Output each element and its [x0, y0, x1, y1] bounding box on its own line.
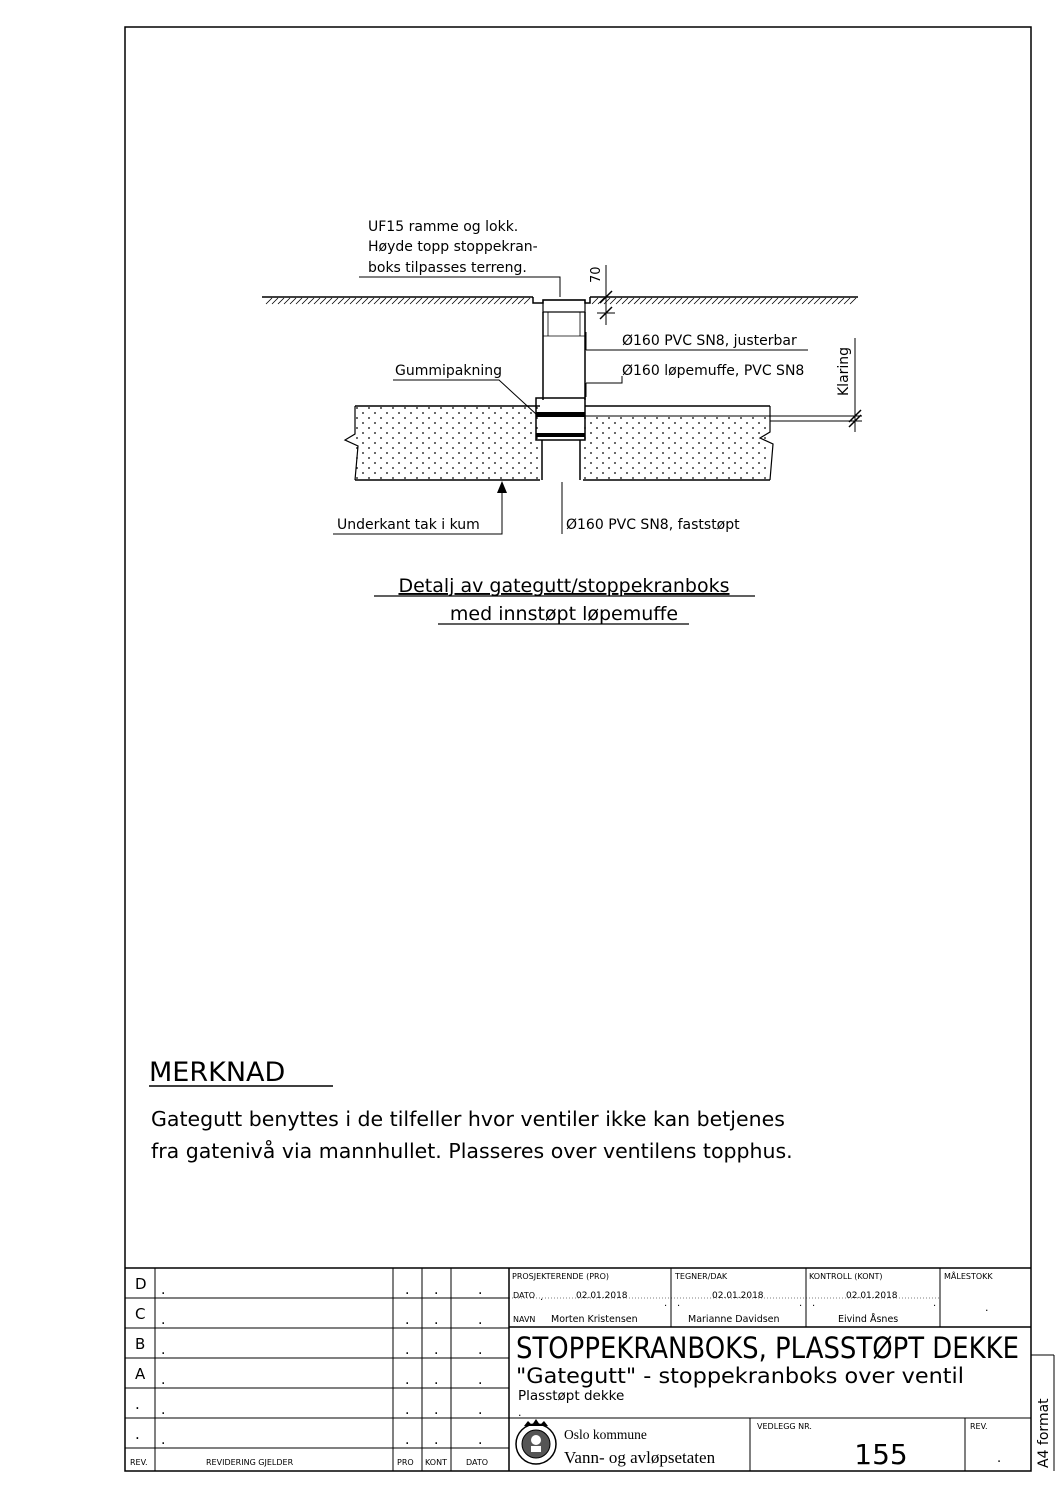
tegner-date: 02.01.2018	[712, 1291, 764, 1301]
ground-hatch	[290, 298, 296, 304]
ground-hatch	[688, 298, 694, 304]
ground-hatch	[452, 298, 458, 304]
ground-hatch	[524, 298, 530, 304]
revision-dato: .	[478, 1282, 483, 1298]
ground-hatch	[512, 298, 518, 304]
ground-hatch	[730, 298, 736, 304]
revision-description: .	[161, 1372, 166, 1388]
ground-hatch	[622, 298, 628, 304]
revision-dato: .	[478, 1372, 483, 1388]
ground-hatch	[380, 298, 386, 304]
callout-frame-line3: boks tilpasses terreng.	[368, 260, 527, 276]
label-pvc-cast: Ø160 PVC SN8, faststøpt	[566, 517, 740, 533]
revision-description: .	[161, 1282, 166, 1298]
ground-hatch	[470, 298, 476, 304]
subtitle2: Plasstøpt dekke	[518, 1388, 625, 1404]
ground-hatch	[634, 298, 640, 304]
revision-description: .	[161, 1342, 166, 1358]
subtitle: "Gategutt" - stoppekranboks over ventil	[516, 1364, 964, 1388]
ground-hatch	[518, 298, 524, 304]
ground-hatch	[784, 298, 790, 304]
ground-hatch	[482, 298, 488, 304]
label-gasket: Gummipakning	[395, 363, 502, 379]
ground-hatch	[748, 298, 754, 304]
ground-hatch	[760, 298, 766, 304]
ground-hatch	[362, 298, 368, 304]
kontroll-header: KONTROLL (KONT)	[809, 1272, 883, 1281]
ground-hatch	[778, 298, 784, 304]
revision-kont: .	[434, 1402, 439, 1418]
dimension-70: 70	[589, 266, 604, 283]
ground-hatch	[592, 298, 598, 304]
ground-hatch	[350, 298, 356, 304]
rev-footer-rev: REV.	[130, 1458, 148, 1467]
ground-hatch	[296, 298, 302, 304]
ground-hatch	[320, 298, 326, 304]
ground-hatch	[820, 298, 826, 304]
ground-hatch	[302, 298, 308, 304]
vedlegg-value: 155	[854, 1438, 908, 1471]
ground-hatch	[464, 298, 470, 304]
detail-title-line2: med innstøpt løpemuffe	[449, 603, 679, 625]
ground-hatch	[434, 298, 440, 304]
ground-hatch	[338, 298, 344, 304]
ground-hatch	[796, 298, 802, 304]
label-slip-coupling: Ø160 løpemuffe, PVC SN8	[622, 363, 805, 379]
rev-footer-pro: PRO	[397, 1458, 414, 1467]
detail-title-line1: Detalj av gategutt/stoppekranboks	[398, 575, 730, 597]
ground-hatch	[838, 298, 844, 304]
ground-hatch	[826, 298, 832, 304]
ground-hatch	[374, 298, 380, 304]
dot-1: .	[540, 1292, 544, 1303]
ground-hatch	[682, 298, 688, 304]
callout-frame-line1: UF15 ramme og lokk.	[368, 219, 519, 235]
ground-hatch	[658, 298, 664, 304]
revision-pro: .	[405, 1312, 410, 1328]
revision-dato: .	[478, 1342, 483, 1358]
org-name-1: Oslo kommune	[564, 1427, 647, 1442]
ground-hatch	[718, 298, 724, 304]
ground-hatch	[422, 298, 428, 304]
ground-hatch	[610, 298, 616, 304]
revision-pro: .	[405, 1402, 410, 1418]
ground-hatch	[850, 298, 856, 304]
revision-letter: D	[135, 1275, 147, 1293]
note-line1: Gategutt benyttes i de tilfeller hvor ventiler ikke kan betjenes	[151, 1107, 785, 1131]
ground-hatch	[652, 298, 658, 304]
detail-drawing	[262, 219, 862, 625]
ground-hatch	[646, 298, 652, 304]
ground-hatch	[476, 298, 482, 304]
malestokk-value: .	[985, 1301, 989, 1314]
ground-hatch	[386, 298, 392, 304]
ground-hatch	[458, 298, 464, 304]
revision-letter: A	[135, 1365, 146, 1383]
ground-hatch	[790, 298, 796, 304]
ground-hatch	[392, 298, 398, 304]
dot-4: .	[799, 1298, 803, 1309]
ground-hatch	[742, 298, 748, 304]
dot-2: .	[664, 1298, 668, 1309]
ground-hatch	[278, 298, 284, 304]
rev-footer-desc: REVIDERING GJELDER	[206, 1458, 294, 1467]
revision-dato: .	[478, 1432, 483, 1448]
revision-kont: .	[434, 1342, 439, 1358]
ground-hatch	[832, 298, 838, 304]
ground-hatch	[754, 298, 760, 304]
ground-hatch	[416, 298, 422, 304]
ground-hatch	[326, 298, 332, 304]
sheet-frame	[125, 27, 1031, 1471]
revision-letter: C	[135, 1305, 146, 1323]
revision-kont: .	[434, 1432, 439, 1448]
vedlegg-label: VEDLEGG NR.	[757, 1422, 812, 1431]
dato-label: DATO	[513, 1291, 536, 1300]
ground-hatch	[428, 298, 434, 304]
ground-hatch	[844, 298, 850, 304]
tegner-header: TEGNER/DAK	[675, 1272, 728, 1281]
ground-hatch	[766, 298, 772, 304]
navn-label: NAVN	[513, 1315, 536, 1324]
ground-hatch	[616, 298, 622, 304]
ground-hatch	[736, 298, 742, 304]
ground-hatch	[802, 298, 808, 304]
revision-description: .	[161, 1402, 166, 1418]
oslo-kommune-logo	[516, 1419, 556, 1464]
ground-hatch	[664, 298, 670, 304]
ground-hatch	[332, 298, 338, 304]
pro-date: 02.01.2018	[576, 1291, 628, 1301]
ground-hatch	[410, 298, 416, 304]
ground-hatch	[440, 298, 446, 304]
pro-header: PROSJEKTERENDE (PRO)	[512, 1272, 610, 1281]
ground-hatch	[272, 298, 278, 304]
revision-pro: .	[405, 1372, 410, 1388]
kontroll-date: 02.01.2018	[846, 1291, 898, 1301]
ground-hatch	[640, 298, 646, 304]
ground-hatch	[724, 298, 730, 304]
label-slab-underside: Underkant tak i kum	[337, 517, 480, 533]
revision-kont: .	[434, 1372, 439, 1388]
ground-hatch	[706, 298, 712, 304]
revision-description: .	[161, 1312, 166, 1328]
ground-hatch	[670, 298, 676, 304]
ground-hatch	[814, 298, 820, 304]
ground-hatch	[404, 298, 410, 304]
rev-label: REV.	[970, 1422, 988, 1431]
ground-hatch	[488, 298, 494, 304]
ground-hatch	[772, 298, 778, 304]
ground-hatch	[676, 298, 682, 304]
revision-pro: .	[405, 1342, 410, 1358]
dot-3: .	[677, 1298, 681, 1309]
ground-hatch	[446, 298, 452, 304]
ground-hatch	[808, 298, 814, 304]
sheet-format: A4 format	[1036, 1398, 1052, 1468]
kontroll-name: Eivind Åsnes	[838, 1314, 899, 1325]
revision-dato: .	[478, 1312, 483, 1328]
malestokk-header: MÅLESTOKK	[944, 1272, 993, 1281]
revision-letter: .	[135, 1425, 140, 1443]
rev-value: .	[997, 1451, 1002, 1466]
ground-hatch	[368, 298, 374, 304]
note-heading: MERKNAD	[149, 1057, 286, 1088]
ground-hatch	[308, 298, 314, 304]
revision-kont: .	[434, 1312, 439, 1328]
ground-hatch	[344, 298, 350, 304]
revision-pro: .	[405, 1282, 410, 1298]
revision-pro: .	[405, 1432, 410, 1448]
label-clearance: Klaring	[836, 346, 852, 396]
ground-hatch	[500, 298, 506, 304]
ground-hatch	[356, 298, 362, 304]
ground-hatch	[712, 298, 718, 304]
callout-frame-line2: Høyde topp stoppekran-	[368, 239, 538, 255]
note-line2: fra gatenivå via mannhullet. Plasseres over ventilens topphus.	[151, 1139, 793, 1163]
main-title: STOPPEKRANBOKS, PLASSTØPT DEKKE	[516, 1331, 1019, 1365]
ground-hatch	[314, 298, 320, 304]
note-section	[149, 1057, 793, 1163]
ground-hatch	[628, 298, 634, 304]
subtitle3: .	[518, 1406, 522, 1419]
dot-6: .	[933, 1298, 937, 1309]
ground-hatch	[494, 298, 500, 304]
revision-description: .	[161, 1432, 166, 1448]
revision-letter: .	[135, 1395, 140, 1413]
ground-hatch	[266, 298, 272, 304]
rev-footer-dato: DATO	[466, 1458, 489, 1467]
ground-hatch	[700, 298, 706, 304]
label-pvc-adjustable: Ø160 PVC SN8, justerbar	[622, 333, 797, 349]
title-block	[125, 1268, 1031, 1471]
revision-kont: .	[434, 1282, 439, 1298]
org-name-2: Vann- og avløpsetaten	[564, 1448, 716, 1467]
ground-hatch	[506, 298, 512, 304]
dot-5: .	[812, 1298, 816, 1309]
tegner-name: Marianne Davidsen	[688, 1314, 780, 1325]
revision-letter: B	[135, 1335, 146, 1353]
ground-hatch	[398, 298, 404, 304]
pro-name: Morten Kristensen	[551, 1314, 638, 1325]
ground-hatch	[694, 298, 700, 304]
rev-footer-kont: KONT	[425, 1458, 447, 1467]
revision-dato: .	[478, 1402, 483, 1418]
revision-rows	[135, 1275, 482, 1448]
ground-hatch	[284, 298, 290, 304]
